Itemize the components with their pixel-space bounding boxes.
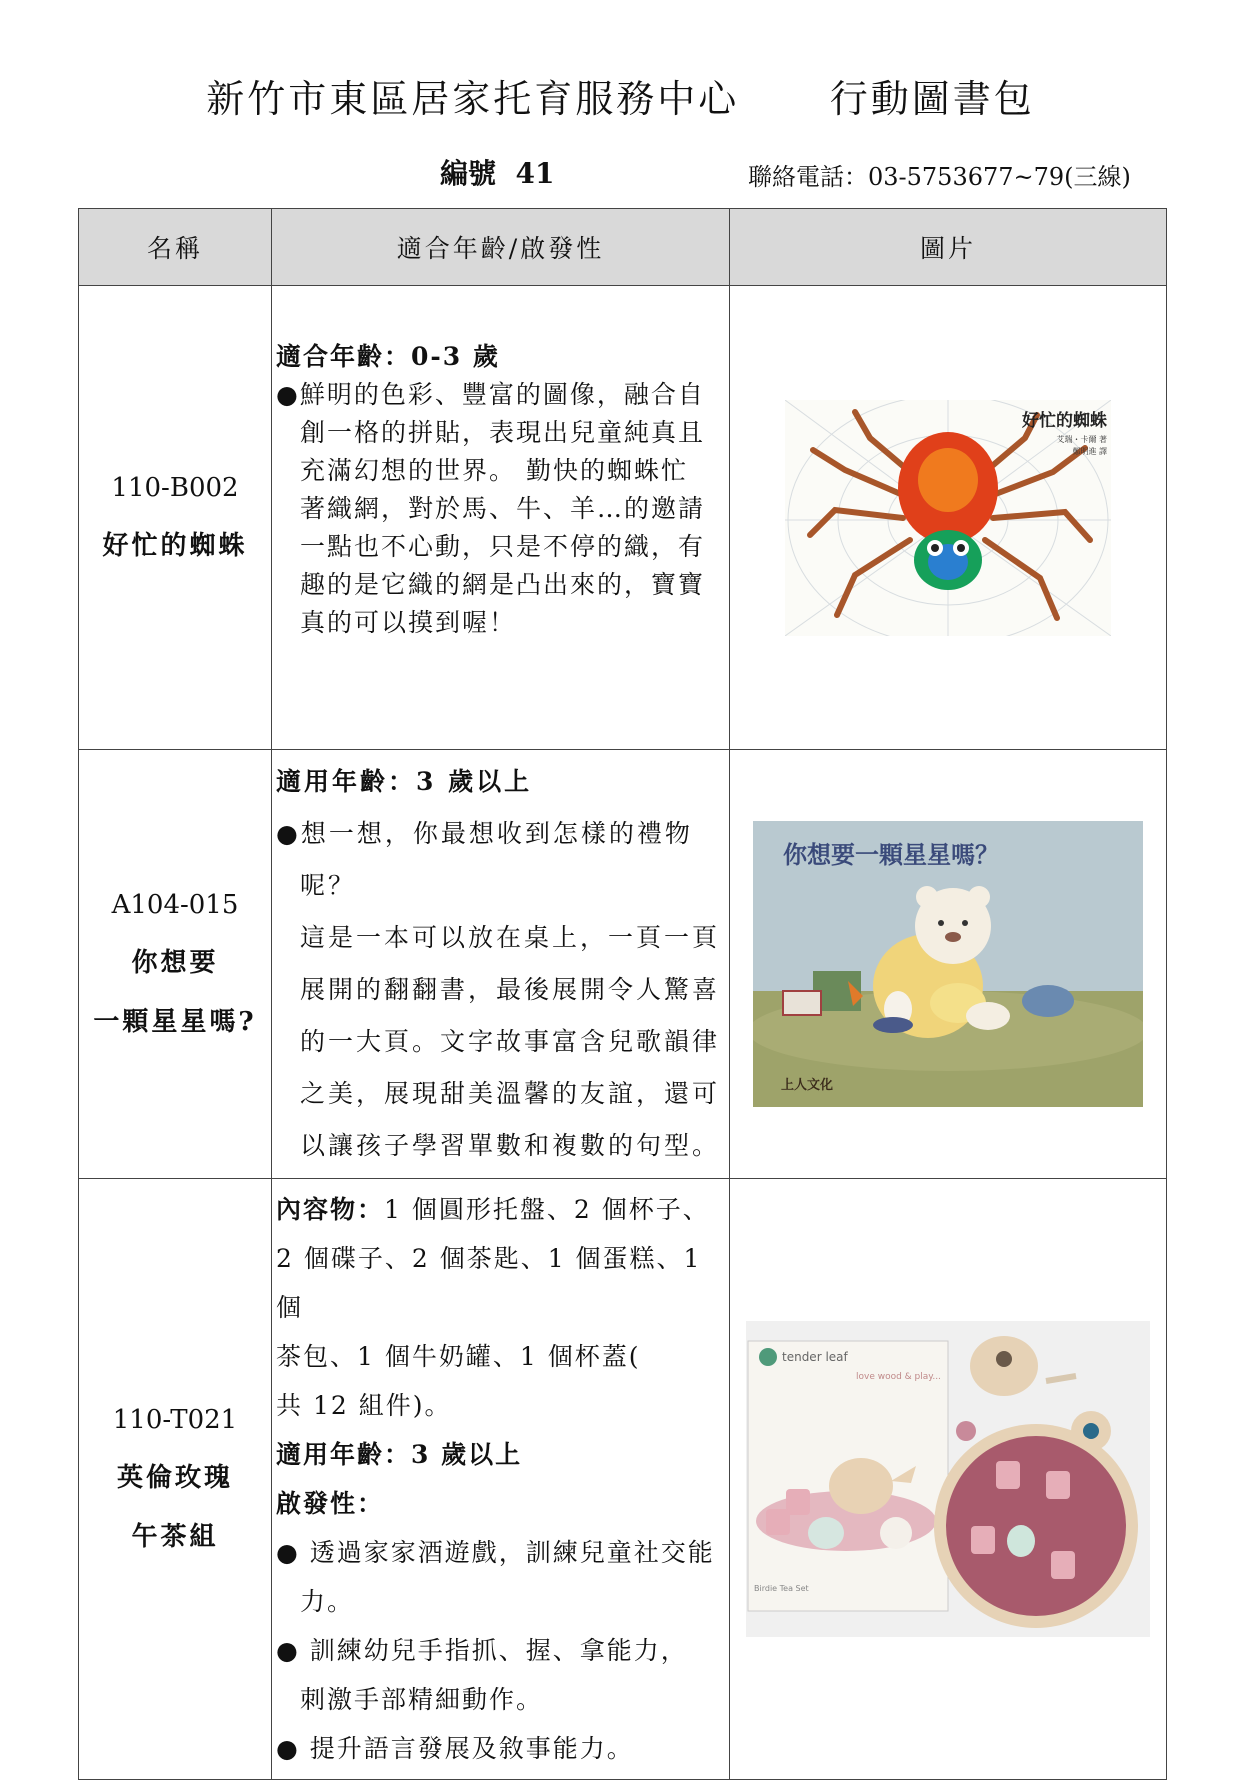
item-name: 午茶組 [131,1522,219,1552]
item-id: 110-T021 [112,1405,238,1435]
desc-line: 的一大頁。文字故事富含兒歌韻律 [300,1027,721,1056]
age-label: 適用年齡：3 歲以上 [276,767,533,796]
star-book-cover [753,821,1143,1107]
desc-line: 展開的翻翻書，最後展開令人驚喜 [300,975,721,1004]
age-label: 適用年齡：3 歲以上 [276,1440,523,1469]
book-bag-table [78,208,1167,1780]
contents-line: 茶包、1 個牛奶罐、1 個杯蓋( [276,1342,641,1371]
cover-title: 你想要一顆星星嗎？ [783,840,999,869]
name-cell [79,286,272,750]
contents-line: 2 個碟子、2 個茶匙、1 個蛋糕、1 個 [276,1244,702,1322]
item-id: A104-015 [111,890,239,920]
table-row [79,750,1167,1179]
desc-line: 創一格的拼貼，表現出兒童純真且 [300,418,706,447]
cover-title: 好忙的蜘蛛 [1022,410,1107,431]
document-title: 新竹市東區居家托育服務中心 行動圖書包 [206,77,1035,121]
bullet-line: 刺激手部精細動作。 [300,1685,544,1714]
item-id: 110-B002 [111,473,239,503]
box-product: Birdie Tea Set [754,1584,809,1593]
item-name: 英倫玫瑰 [116,1463,233,1493]
header-age: 適合年齡/啟發性 [272,209,730,286]
header-image: 圖片 [730,209,1167,286]
inspire-label: 啟發性： [276,1489,385,1518]
bullet-line: 力。 [300,1587,355,1616]
desc-line: ●鮮明的色彩、豐富的圖像，融合自 [276,380,705,409]
name-cell [79,1179,272,1780]
cover-author: 艾瑞・卡爾 著 [1056,434,1107,444]
desc-line: 真的可以摸到喔！ [300,608,517,637]
item-name: 一顆星星嗎? [93,1007,257,1037]
name-cell [79,750,272,1179]
tea-set-photo [746,1321,1150,1637]
description-cell [272,750,730,1179]
box-brand: tender leaf [782,1350,848,1364]
item-name: 好忙的蜘蛛 [102,531,248,561]
header-name: 名稱 [79,209,272,286]
age-label: 適合年齡：0-3 歲 [276,342,500,371]
description-cell [272,286,730,750]
contents-line: 共 12 組件)。 [276,1391,452,1420]
desc-line: 之美，展現甜美溫馨的友誼，還可 [300,1079,721,1108]
table-row [79,1179,1167,1780]
box-tagline: love wood & play... [856,1372,941,1382]
desc-line: 以讓孩子學習單數和複數的句型。 [300,1131,721,1160]
desc-line: 呢？ [300,871,357,900]
description-cell [272,1179,730,1780]
item-name: 你想要 [131,948,219,978]
desc-line: 著織網，對於馬、牛、羊…的邀請 [300,494,706,523]
bullet-line: ● 訓練幼兒手指抓、握、拿能力， [276,1636,688,1665]
item-number: 編號 41 [440,157,555,190]
desc-line: ●想一想，你最想收到怎樣的禮物 [276,819,693,848]
bullet-line: ● 提升語言發展及敘事能力。 [276,1734,634,1763]
desc-line: 趣的是它織的網是凸出來的，寶寶 [300,570,706,599]
image-cell [730,750,1167,1179]
image-cell [730,286,1167,750]
cover-translator: 鄭明進 譯 [1072,446,1107,456]
cover-publisher: 上人文化 [781,1078,834,1093]
table-row [79,286,1167,750]
contact-phone: 聯絡電話：03-5753677~79(三線) [748,163,1131,191]
desc-line: 充滿幻想的世界。 勤快的蜘蛛忙 [300,456,688,485]
contents-line: 1 個圓形托盤、2 個杯子、 [384,1195,710,1224]
spider-book-cover [785,400,1111,636]
desc-line: 一點也不心動，只是不停的織，有 [300,532,706,561]
desc-line: 這是一本可以放在桌上，一頁一頁 [300,923,721,952]
contents-label: 內容物： [276,1195,385,1224]
table-header-row [79,209,1167,286]
bullet-line: ● 透過家家酒遊戲，訓練兒童社交能 [276,1538,715,1567]
image-cell [730,1179,1167,1780]
